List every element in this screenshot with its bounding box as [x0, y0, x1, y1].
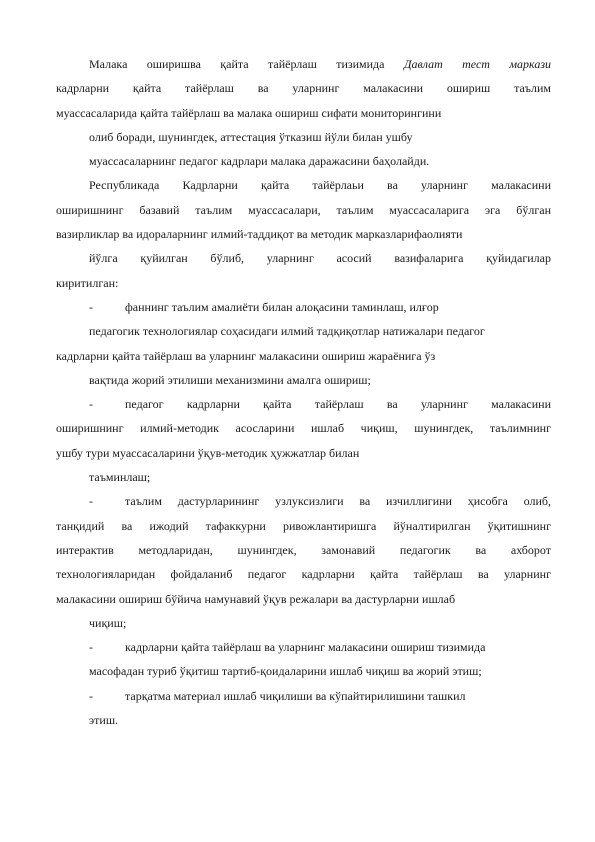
paragraph-line-2: кадрларни қайта тайёрлаш ва уларнинг малакасини ошириш таълим	[56, 81, 551, 96]
paragraph-line-10: киритилган:	[56, 275, 119, 290]
list-item-5	[56, 684, 551, 708]
paragraph-line-6: Республикада Кадрларни қайта тайёрлаьи ва уларнинг малакасини	[89, 178, 551, 193]
document-page	[56, 52, 551, 732]
list-item-text: фаннинг таълим амалиёти билан алоқасини таминлаш, илғор	[125, 299, 439, 314]
list-dash: -	[89, 640, 93, 655]
list-dash: -	[89, 494, 93, 509]
paragraph-line-8: вазирликлар ва идораларнинг илмий-таддиқот ва методик марказларифаолияти	[56, 227, 463, 242]
paragraph-line-26: масофадан туриб ўқитиш тартиб-қоидаларини ишлаб чиқиш ва жорий этиш;	[89, 664, 482, 679]
list-dash: -	[89, 299, 93, 314]
paragraph-line-18: таъминлаш;	[89, 470, 151, 485]
list-item-text: тарқатма материал ишлаб чиқилиши ва кўпайтирилишини ташкил	[125, 688, 466, 703]
list-item-2	[56, 392, 551, 416]
paragraph-line-14: вақтида жорий этилиши механизмини амалга ошириш;	[89, 372, 371, 387]
paragraph-line-9: йўлга қуйилган бўлиб, уларнинг асосий вазифаларига қуйидагилар	[89, 251, 551, 266]
paragraph-line-1: Малака оширишва қайта тайёрлаш тизимида Давлат тест маркази	[89, 57, 551, 71]
organization-name-italic: Давлат тест маркази	[403, 57, 551, 71]
paragraph-line-12: педагогик технологиялар соҳасидаги илмий тадқиқотлар натижалари педагог	[89, 324, 485, 339]
list-dash: -	[89, 688, 93, 703]
paragraph-line-21: интерактив методларидан, шунингдек, замонавий педагогик ва ахборот	[56, 542, 551, 557]
list-item-3	[56, 489, 551, 513]
list-item-text: педагог кадрларни қайта тайёрлаш ва уларнинг малакасини	[125, 397, 551, 412]
paragraph-line-20: танқидий ва ижодий тафаккурни ривожлантиришга йўналтирилган ўқитишнинг	[56, 518, 551, 533]
paragraph-line-4: олиб боради, шунингдек, аттестация ўтказиш йўли билан ушбу	[89, 129, 413, 144]
paragraph-line-23: малакасини ошириш бўйича намунавий ўқув режалари ва дастурларни ишлаб	[56, 591, 456, 606]
paragraph-line-5: муассасаларнинг педагог кадрлари малака даражасини баҳолайди.	[89, 154, 430, 169]
paragraph-line-7: оширишнинг базавий таълим муассасалари, таълим муассасаларига эга бўлган	[56, 202, 551, 217]
list-dash: -	[89, 397, 93, 412]
paragraph-line-17: ушбу тури муассасаларини ўқув-методик ҳужжатлар билан	[56, 445, 360, 460]
list-item-1	[56, 295, 551, 319]
paragraph-line-3: муассасаларида қайта тайёрлаш ва малака ошириш сифати мониторингини	[56, 105, 442, 120]
list-item-text: таълим дастурларининг узлуксизлиги ва изчиллигини ҳисобга олиб,	[125, 494, 551, 509]
list-item-4	[56, 635, 551, 659]
paragraph-line-22: технологияларидан фойдаланиб педагог кадрларни қайта тайёрлаш ва уларнинг	[56, 567, 551, 582]
paragraph-line-13: кадрларни қайта тайёрлаш ва уларнинг малакасини ошириш жараёнига ўз	[56, 348, 436, 363]
paragraph-line-28: этиш.	[89, 713, 119, 728]
list-item-text: кадрларни қайта тайёрлаш ва уларнинг малакасини ошириш тизимида	[125, 640, 486, 655]
paragraph-line-24: чиқиш;	[89, 615, 127, 630]
paragraph-line-16: оширишнинг илмий-методик асосларини ишлаб чиқиш, шунингдек, таълимнинг	[56, 421, 551, 436]
